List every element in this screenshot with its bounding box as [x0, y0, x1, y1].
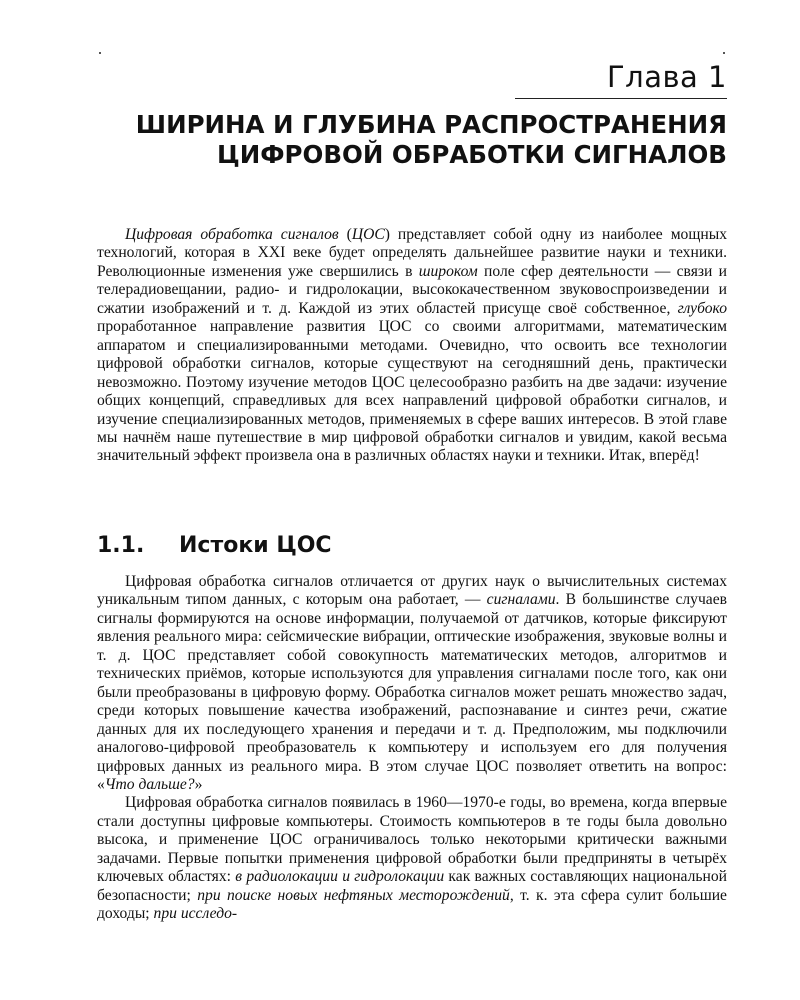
chapter-rule — [515, 98, 727, 99]
emphasis-italic: при поиске новых нефтяных месторождений — [197, 886, 510, 904]
text-run: ) представляет собой одну из наиболее мощных технологий, которая в XXI веке будет определять дальнейшее развитие науки и техники. Революционные изменения уже свершились в — [97, 226, 727, 280]
chapter-label: Глава 1 — [606, 60, 727, 94]
text-run: . В большинстве случаев сигналы формируются на основе информации, получаемой от датчиков, которые фиксируют явления реального мира: сейсмические вибрации, оптические изображения, звуковые волны и т. д. ЦОС представляет собой совокупность математических методов, алгоритмов и технических приёмов, которые используются для управления сигналами после того, как они были преобразованы в цифровую форму. Обработка сигналов может решать множество задач, среди которых повышение качества изображений, распознавание и синтез речи, сжатие данных для их последующего хранения и передачи и т. д. Предположим, мы подключили аналогово-цифровой преобразователь к компьютеру и используем его для получения цифровых данных из реального мира. В этом случае ЦОС позволяет ответить на вопрос: « — [97, 591, 727, 793]
emphasis-italic: сигналами — [486, 591, 556, 609]
section-paragraph-2 — [97, 794, 727, 923]
text-run: проработанное направление развития ЦОС со своими алгоритмами, математическим аппаратом и специализированными методами. Очевидно, что освоить все технологии цифровой обработки сигналов, которые существуют на сегодняшний день, практически невозможно. Поэтому изучение методов ЦОС целесообразно разбить на две задачи: изучение общих концепций, справедливых для всех направлений цифровой обработки сигналов, и изучение специализированных методов, применяемых в сфере ваших интересов. В этой главе мы начнём наше путешествие в мир цифровой обработки сигналов и увидим, какой весьма значительный эффект произвела она в различных областях науки и техники. Итак, вперёд! — [97, 318, 727, 465]
emphasis-italic: при исследо- — [153, 905, 238, 923]
section-paragraph-1 — [97, 573, 727, 794]
intro-paragraph — [97, 226, 727, 466]
emphasis-italic: широком — [418, 262, 478, 280]
text-run: » — [194, 775, 203, 793]
text-run: как важных составляющих национальной безопасности; — [97, 868, 728, 904]
section-heading — [97, 533, 332, 558]
emphasis-italic: Что дальше? — [104, 775, 195, 793]
section-title: Истоки ЦОС — [179, 533, 332, 558]
text-run: Цифровая обработка сигналов появилась в 1960—1970-е годы, во времена, когда впервые стали доступны цифровые компьютеры. Стоимость компьютеров в те годы была довольно высока, и применение ЦОС ограничивалось только некоторыми критически важными задачами. Первые попытки применения цифровой обработки были предприняты в четырёх ключевых областях: — [97, 794, 727, 886]
page-corner-mark-right — [723, 52, 725, 54]
section-number: 1.1. — [97, 533, 145, 558]
text-run: Цифровая обработка сигналов отличается от других наук о вычислительных системах уникальным типом данных, с которым она работает, — — [97, 573, 727, 609]
chapter-title — [107, 110, 727, 170]
section-text — [97, 573, 727, 924]
emphasis-italic: в радиолокации и гидролокации — [235, 868, 445, 886]
book-page — [97, 0, 727, 1000]
emphasis-italic: глубоко — [677, 299, 727, 317]
chapter-title-line-2: ЦИФРОВОЙ ОБРАБОТКИ СИГНАЛОВ — [217, 140, 727, 169]
page-corner-mark-left — [99, 52, 101, 54]
text-run: ( — [338, 226, 352, 243]
term-dsp-abbr-italic: ЦОС — [351, 226, 385, 243]
chapter-title-line-1: ШИРИНА И ГЛУБИНА РАСПРОСТРАНЕНИЯ — [135, 110, 727, 139]
text-run: , т. к. эта сфера сулит большие доходы; — [97, 886, 727, 923]
intro-text — [97, 226, 727, 466]
term-dsp-italic: Цифровая обработка сигналов — [125, 226, 339, 243]
text-run: поле сфер деятельности — связи и телерадиовещании, радио- и гидролокации, высококачественном звуковоспроизведении и сжатии изображений и т. д. Каждой из этих областей присуще своё собственное, — [97, 262, 727, 317]
